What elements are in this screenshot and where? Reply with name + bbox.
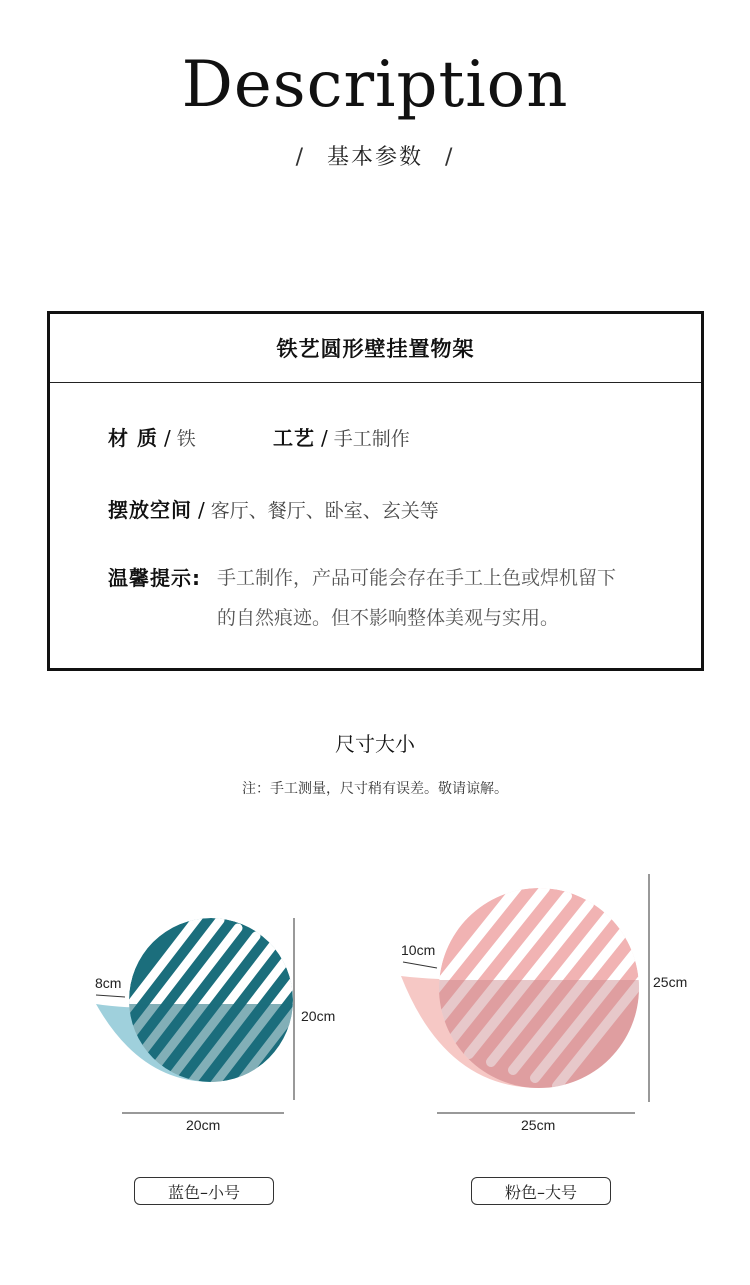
blue-depth-label: 8cm <box>95 975 122 991</box>
blue-height-label: 20cm <box>301 1008 336 1024</box>
pink-width-label: 25cm <box>521 1117 556 1133</box>
size-note: 注：手工测量，尺寸稍有误差。敬请谅解。 <box>242 781 508 797</box>
tip-text <box>217 558 677 638</box>
space-row <box>108 494 439 523</box>
craft-row <box>273 422 410 451</box>
material-row <box>108 422 196 451</box>
craft-separator: / <box>321 426 328 450</box>
tip-line-1: 手工制作，产品可能会存在手工上色或焊机留下 <box>217 567 617 589</box>
tip-line-2: 的自然痕迹。但不影响整体美观与实用。 <box>217 607 560 629</box>
spec-box <box>47 311 704 671</box>
subtitle-text: 基本参数 <box>326 145 423 170</box>
blue-width-label: 20cm <box>186 1117 221 1133</box>
pink-variant-button[interactable]: 粉色–大号 <box>471 1177 611 1205</box>
subtitle-slash-left: / <box>295 145 305 170</box>
product-name: 铁艺圆形壁挂置物架 <box>50 314 701 383</box>
material-label: 材 质 <box>108 426 158 450</box>
pink-depth-label: 10cm <box>401 942 436 958</box>
page-subtitle <box>0 140 750 171</box>
craft-value: 手工制作 <box>333 428 410 450</box>
pink-height-label: 25cm <box>653 974 688 990</box>
subtitle-slash-right: / <box>445 145 455 170</box>
space-separator: / <box>198 498 205 522</box>
space-label: 摆放空间 <box>108 498 192 522</box>
tip-label: 温馨提示: <box>108 566 201 590</box>
blue-variant-button[interactable]: 蓝色–小号 <box>134 1177 274 1205</box>
tip-row <box>108 558 201 598</box>
page-title: Description <box>181 48 569 122</box>
space-value: 客厅、餐厅、卧室、玄关等 <box>210 500 439 522</box>
material-value: 铁 <box>176 428 196 450</box>
size-title: 尺寸大小 <box>335 732 415 756</box>
craft-label: 工艺 <box>273 426 315 450</box>
material-separator: / <box>163 426 171 450</box>
pink-shelf-illustration <box>395 868 675 1128</box>
